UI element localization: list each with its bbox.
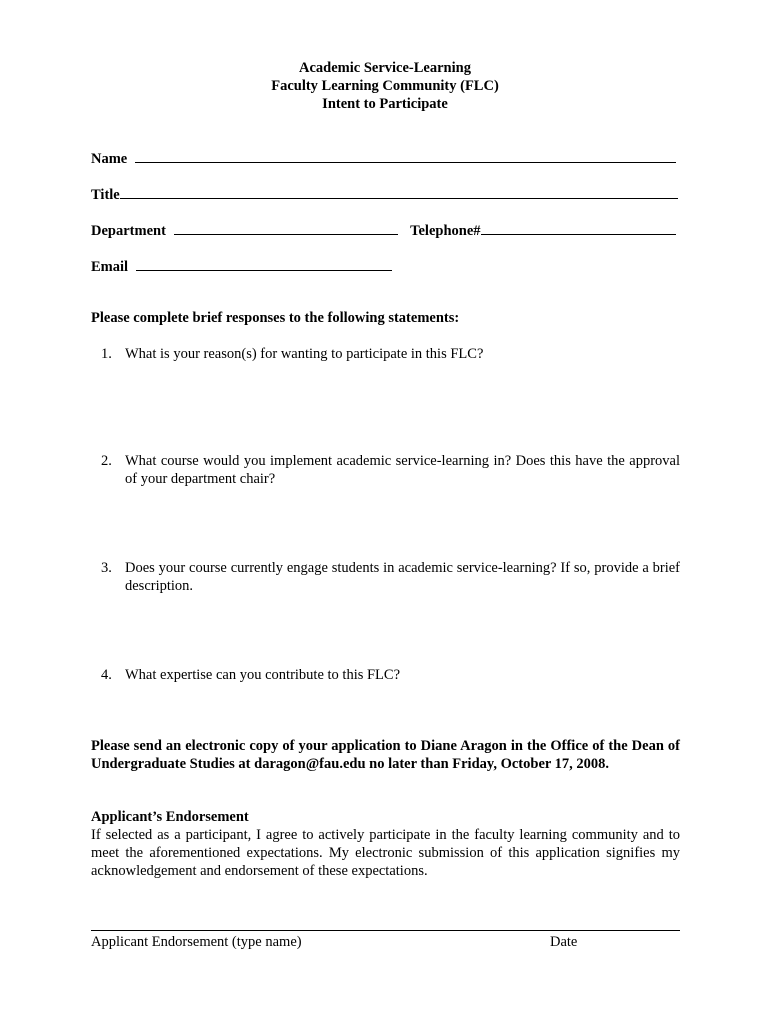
question-number: 1. (101, 346, 112, 362)
question-text: What is your reason(s) for wanting to participate in this FLC? (125, 346, 484, 362)
email-field[interactable] (136, 256, 392, 271)
name-label: Name (91, 151, 128, 167)
title-field[interactable] (120, 184, 678, 199)
question-text: Does your course currently engage students in academic service-learning? If so, provide a brief description. (125, 560, 680, 594)
title-label: Title (91, 187, 120, 203)
endorsement-section (91, 808, 680, 880)
department-label: Department (91, 223, 166, 239)
endorsement-text: If selected as a participant, I agree to actively participate in the faculty learning community and to meet the aforementioned expectations. My electronic submission of this application signifies my acknowledgement and endorsement of these expectations. (91, 827, 680, 879)
question-number: 2. (101, 453, 112, 469)
title-line-3: Intent to Participate (322, 96, 448, 112)
question-number: 3. (101, 560, 112, 576)
title-line-1: Academic Service-Learning (299, 60, 471, 76)
signature-date-label: Date (550, 934, 578, 950)
question-text: What expertise can you contribute to this FLC? (125, 667, 401, 683)
instructions-heading: Please complete brief responses to the following statements: (91, 310, 460, 326)
name-row (91, 148, 676, 168)
telephone-field[interactable] (481, 220, 676, 235)
telephone-label: Telephone# (410, 223, 481, 239)
department-row (91, 220, 676, 240)
title-line-2: Faculty Learning Community (FLC) (271, 78, 499, 94)
question-item (91, 345, 680, 363)
signature-name-label: Applicant Endorsement (type name) (91, 934, 302, 950)
signature-line[interactable] (91, 930, 680, 931)
question-item (91, 559, 680, 595)
endorsement-heading: Applicant’s Endorsement (91, 809, 249, 825)
submission-notice: Please send an electronic copy of your application to Diane Aragon in the Office of the Dean of Undergraduate Studies at daragon@fau.edu no later than Friday, October 17, 2008. (91, 738, 680, 772)
email-label: Email (91, 259, 129, 275)
form-title (0, 59, 770, 113)
department-field[interactable] (174, 220, 398, 235)
email-row (91, 256, 392, 276)
question-item (91, 452, 680, 488)
title-row (91, 184, 678, 204)
question-text: What course would you implement academic service-learning in? Does this have the approval of your department chair? (125, 453, 680, 487)
question-item (91, 666, 680, 684)
name-field[interactable] (135, 148, 676, 163)
question-number: 4. (101, 667, 112, 683)
